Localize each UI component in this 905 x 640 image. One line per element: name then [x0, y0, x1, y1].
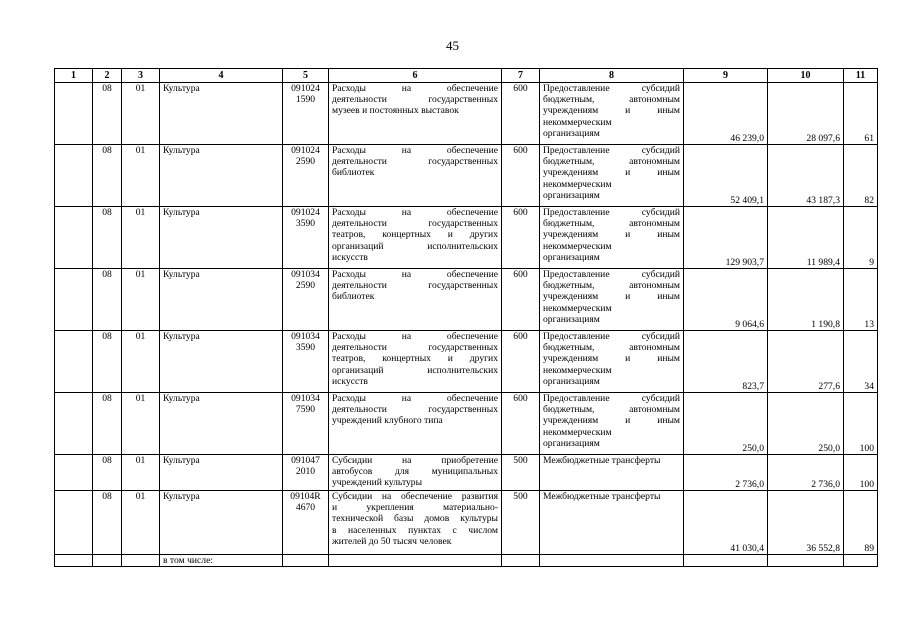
purpose-cell-line: деятельности государственных	[332, 94, 498, 106]
table-row	[55, 491, 878, 555]
code-cell-line: 091024	[291, 145, 320, 156]
column-header-5: 5	[283, 69, 329, 83]
type-desc-cell	[540, 207, 684, 269]
value-9-cell: 9 064,6	[684, 269, 768, 331]
note-cell: в том числе:	[160, 555, 283, 567]
col1-cell	[55, 393, 93, 455]
type-desc-cell	[540, 145, 684, 207]
column-header-1: 1	[55, 69, 93, 83]
name-cell: Культура	[160, 207, 283, 269]
purpose-cell-line: театров, концертных и других	[332, 353, 498, 365]
purpose-cell-line: Расходы на обеспечение	[332, 393, 498, 404]
code-cell-line: 091034	[291, 393, 320, 404]
code-cell	[283, 331, 329, 393]
table-row	[55, 455, 878, 491]
purpose-cell-line: технической базы домов культуры	[332, 513, 498, 525]
type-desc-cell-line: Предоставление субсидий	[543, 145, 680, 156]
type-desc-cell-line: бюджетным, автономным	[543, 404, 680, 416]
column-header-4: 4	[160, 69, 283, 83]
type-desc-cell-line: бюджетным, автономным	[543, 94, 680, 106]
purpose-cell-line: музеев и постоянных выставок	[332, 105, 459, 117]
section-cell: 08	[93, 145, 122, 207]
table-body	[55, 83, 878, 567]
col1-cell	[55, 269, 93, 331]
value-9-cell: 823,7	[684, 331, 768, 393]
value-11-cell: 9	[844, 207, 878, 269]
type-desc-cell-line: некоммерческим	[543, 302, 612, 314]
name-cell: Культура	[160, 455, 283, 491]
subsection-cell: 01	[122, 83, 160, 145]
column-header-9: 9	[684, 69, 768, 83]
type-desc-cell	[540, 83, 684, 145]
table-row	[55, 145, 878, 207]
column-header-2: 2	[93, 69, 122, 83]
section-cell: 08	[93, 269, 122, 331]
table-row	[55, 83, 878, 145]
type-desc-cell-line: некоммерческим	[543, 426, 612, 438]
header-row	[55, 69, 878, 83]
name-cell: Культура	[160, 269, 283, 331]
type-desc-cell-line: учреждениям и иным	[543, 229, 680, 241]
name-cell: Культура	[160, 491, 283, 555]
type-code-cell: 600	[502, 269, 540, 331]
type-desc-cell-line: организациям	[543, 251, 600, 263]
code-cell	[283, 145, 329, 207]
name-cell: Культура	[160, 145, 283, 207]
subsection-cell: 01	[122, 269, 160, 331]
subsection-cell: 01	[122, 207, 160, 269]
code-cell-line: 091047	[291, 455, 320, 466]
type-code-cell: 600	[502, 83, 540, 145]
section-cell: 08	[93, 393, 122, 455]
type-desc-cell	[540, 455, 684, 491]
type-code-cell: 600	[502, 393, 540, 455]
type-code-cell: 600	[502, 145, 540, 207]
type-desc-cell	[540, 393, 684, 455]
code-cell	[283, 393, 329, 455]
subsection-cell: 01	[122, 331, 160, 393]
type-desc-cell-line: Предоставление субсидий	[543, 393, 680, 404]
code-cell	[283, 269, 329, 331]
purpose-cell	[329, 145, 502, 207]
value-11-cell: 34	[844, 331, 878, 393]
purpose-cell-line: искусств	[332, 375, 368, 387]
type-desc-cell-line: учреждениям и иным	[543, 105, 680, 117]
type-desc-cell-line: Предоставление субсидий	[543, 269, 680, 280]
type-desc-cell-line: организациям	[543, 437, 600, 449]
code-cell-line: 4670	[295, 502, 316, 514]
column-header-3: 3	[122, 69, 160, 83]
type-desc-cell-line: Предоставление субсидий	[543, 207, 680, 218]
type-desc-cell-line: организациям	[543, 313, 600, 325]
section-cell: 08	[93, 455, 122, 491]
table-row	[55, 207, 878, 269]
type-code-cell: 600	[502, 331, 540, 393]
empty-cell	[55, 555, 93, 567]
type-desc-cell-line: Предоставление субсидий	[543, 83, 680, 94]
column-header-7: 7	[502, 69, 540, 83]
purpose-cell-line: учреждений культуры	[332, 477, 423, 489]
purpose-cell-line: деятельности государственных	[332, 280, 498, 292]
column-header-8: 8	[540, 69, 684, 83]
purpose-cell-line: учреждений клубного типа	[332, 415, 443, 427]
value-11-cell: 13	[844, 269, 878, 331]
type-desc-cell-line: некоммерческим	[543, 116, 612, 128]
code-cell-line: 09104R	[290, 491, 321, 502]
code-cell-line: 1590	[295, 94, 316, 106]
code-cell	[283, 491, 329, 555]
col1-cell	[55, 491, 93, 555]
col1-cell	[55, 331, 93, 393]
value-9-cell: 250,0	[684, 393, 768, 455]
purpose-cell-line: Расходы на обеспечение	[332, 83, 498, 94]
value-10-cell: 2 736,0	[768, 455, 844, 491]
purpose-cell-line: Расходы на обеспечение	[332, 331, 498, 342]
empty-cell	[540, 555, 684, 567]
purpose-cell	[329, 331, 502, 393]
type-desc-cell-line: учреждениям и иным	[543, 167, 680, 179]
section-cell: 08	[93, 83, 122, 145]
col1-cell	[55, 455, 93, 491]
table-row	[55, 393, 878, 455]
type-desc-cell-line: Предоставление субсидий	[543, 331, 680, 342]
table-row-note	[55, 555, 878, 567]
type-desc-cell-line: некоммерческим	[543, 240, 612, 252]
value-10-cell: 11 989,4	[768, 207, 844, 269]
name-cell: Культура	[160, 83, 283, 145]
purpose-cell-line: в населенных пунктах с числом	[332, 524, 498, 536]
type-desc-cell-line: бюджетным, автономным	[543, 342, 680, 354]
code-cell	[283, 207, 329, 269]
purpose-cell-line: и укрепления материально-	[332, 502, 498, 514]
purpose-cell	[329, 207, 502, 269]
purpose-cell-line: деятельности государственных	[332, 156, 498, 168]
value-10-cell: 277,6	[768, 331, 844, 393]
purpose-cell	[329, 491, 502, 555]
empty-cell	[844, 555, 878, 567]
code-cell-line: 2590	[295, 156, 316, 168]
purpose-cell-line: организаций исполнительских	[332, 240, 498, 252]
purpose-cell-line: библиотек	[332, 167, 375, 179]
value-10-cell: 28 097,6	[768, 83, 844, 145]
type-desc-cell-line: организациям	[543, 375, 600, 387]
page-number: 45	[446, 38, 459, 53]
section-cell: 08	[93, 207, 122, 269]
type-code-cell: 600	[502, 207, 540, 269]
value-9-cell: 46 239,0	[684, 83, 768, 145]
type-desc-cell	[540, 331, 684, 393]
type-desc-cell-line: бюджетным, автономным	[543, 156, 680, 168]
column-header-11: 11	[844, 69, 878, 83]
purpose-cell-line: деятельности государственных	[332, 218, 498, 230]
type-desc-cell-line: организациям	[543, 127, 600, 139]
type-desc-cell-line: Межбюджетные трансферты	[543, 491, 661, 502]
type-desc-cell	[540, 269, 684, 331]
empty-cell	[283, 555, 329, 567]
code-cell-line: 2010	[295, 466, 316, 478]
purpose-cell	[329, 393, 502, 455]
purpose-cell-line: библиотек	[332, 291, 375, 303]
type-desc-cell-line: организациям	[543, 189, 600, 201]
empty-cell	[768, 555, 844, 567]
table-row	[55, 331, 878, 393]
code-cell-line: 3590	[295, 342, 316, 354]
code-cell-line: 3590	[295, 218, 316, 230]
type-desc-cell-line: бюджетным, автономным	[543, 218, 680, 230]
value-11-cell: 89	[844, 491, 878, 555]
code-cell-line: 7590	[295, 404, 316, 416]
purpose-cell-line: Расходы на обеспечение	[332, 207, 498, 218]
purpose-cell-line: искусств	[332, 251, 368, 263]
code-cell-line: 091024	[291, 207, 320, 218]
code-cell-line: 091034	[291, 269, 320, 280]
code-cell	[283, 455, 329, 491]
purpose-cell-line: Расходы на обеспечение	[332, 145, 498, 156]
value-11-cell: 82	[844, 145, 878, 207]
empty-cell	[93, 555, 122, 567]
purpose-cell-line: Расходы на обеспечение	[332, 269, 498, 280]
purpose-cell-line: организаций исполнительских	[332, 364, 498, 376]
type-desc-cell	[540, 491, 684, 555]
empty-cell	[329, 555, 502, 567]
code-cell-line: 091024	[291, 83, 320, 94]
value-10-cell: 36 552,8	[768, 491, 844, 555]
table-row	[55, 269, 878, 331]
type-code-cell: 500	[502, 491, 540, 555]
value-9-cell: 129 903,7	[684, 207, 768, 269]
type-desc-cell-line: некоммерческим	[543, 178, 612, 190]
purpose-cell-line: автобусов для муниципальных	[332, 466, 498, 478]
subsection-cell: 01	[122, 455, 160, 491]
value-9-cell: 2 736,0	[684, 455, 768, 491]
purpose-cell	[329, 83, 502, 145]
name-cell: Культура	[160, 393, 283, 455]
value-9-cell: 41 030,4	[684, 491, 768, 555]
type-desc-cell-line: Межбюджетные трансферты	[543, 455, 661, 466]
purpose-cell-line: театров, концертных и других	[332, 229, 498, 241]
purpose-cell-line: жителей до 50 тысяч человек	[332, 535, 452, 547]
value-9-cell: 52 409,1	[684, 145, 768, 207]
purpose-cell-line: Субсидии на приобретение	[332, 455, 498, 466]
budget-table	[54, 68, 878, 567]
purpose-cell-line: Субсидии на обеспечение развития	[332, 491, 498, 502]
empty-cell	[122, 555, 160, 567]
type-desc-cell-line: учреждениям и иным	[543, 291, 680, 303]
value-10-cell: 43 187,3	[768, 145, 844, 207]
value-11-cell: 100	[844, 455, 878, 491]
value-10-cell: 250,0	[768, 393, 844, 455]
subsection-cell: 01	[122, 145, 160, 207]
subsection-cell: 01	[122, 393, 160, 455]
purpose-cell-line: деятельности государственных	[332, 404, 498, 416]
column-header-10: 10	[768, 69, 844, 83]
type-desc-cell-line: бюджетным, автономным	[543, 280, 680, 292]
empty-cell	[684, 555, 768, 567]
type-desc-cell-line: некоммерческим	[543, 364, 612, 376]
column-header-6: 6	[329, 69, 502, 83]
value-11-cell: 100	[844, 393, 878, 455]
empty-cell	[502, 555, 540, 567]
value-11-cell: 61	[844, 83, 878, 145]
code-cell	[283, 83, 329, 145]
col1-cell	[55, 207, 93, 269]
purpose-cell	[329, 269, 502, 331]
code-cell-line: 091034	[291, 331, 320, 342]
purpose-cell	[329, 455, 502, 491]
col1-cell	[55, 145, 93, 207]
type-desc-cell-line: учреждениям и иным	[543, 353, 680, 365]
code-cell-line: 2590	[295, 280, 316, 292]
value-10-cell: 1 190,8	[768, 269, 844, 331]
name-cell: Культура	[160, 331, 283, 393]
type-desc-cell-line: учреждениям и иным	[543, 415, 680, 427]
col1-cell	[55, 83, 93, 145]
type-code-cell: 500	[502, 455, 540, 491]
subsection-cell: 01	[122, 491, 160, 555]
purpose-cell-line: деятельности государственных	[332, 342, 498, 354]
section-cell: 08	[93, 491, 122, 555]
section-cell: 08	[93, 331, 122, 393]
